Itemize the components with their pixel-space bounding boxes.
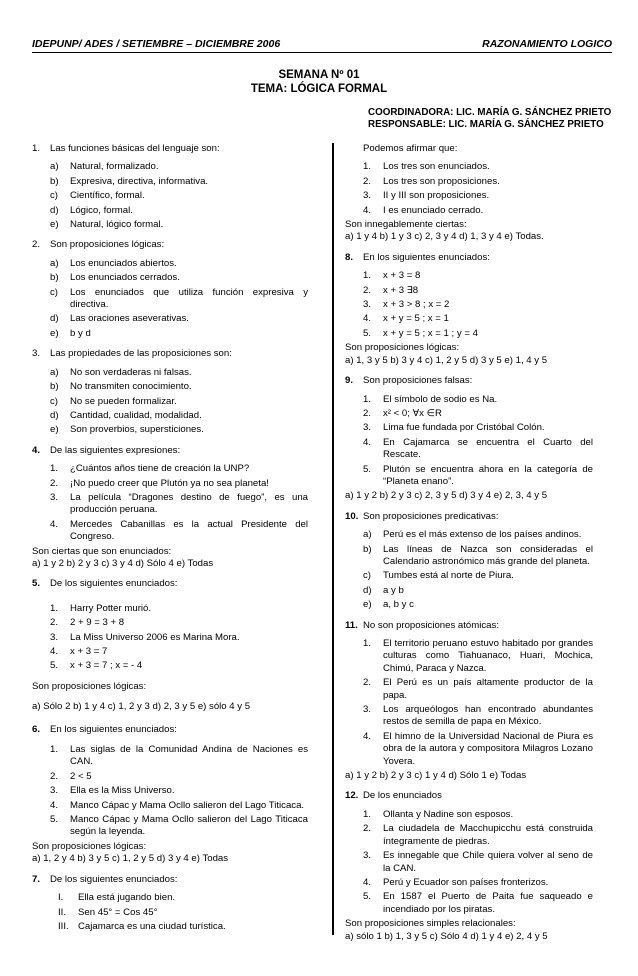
option-marker: b) (50, 272, 59, 284)
option-text: Expresiva, directiva, informativa. (70, 175, 209, 187)
option-item (363, 464, 593, 489)
option-item (363, 850, 593, 875)
option-item (363, 677, 593, 702)
option-item (50, 617, 308, 629)
option-text: a, b y c (383, 599, 414, 611)
option-text: Manco Cápac y Mama Ocllo salieron del Lago Titicaca. (70, 799, 305, 811)
option-text: x + 3 > 8 ; x = 2 (383, 299, 450, 311)
question-6 (32, 724, 308, 736)
option-text: No son verdaderas ni falsas. (70, 366, 192, 378)
option-item (363, 270, 593, 282)
option-item (50, 367, 308, 379)
option-marker: d) (50, 313, 59, 325)
option-marker: d) (363, 584, 372, 596)
option-item (50, 660, 308, 672)
option-marker: 5. (363, 891, 372, 903)
option-item (50, 744, 308, 769)
option-marker: I. (58, 892, 64, 904)
option-text: El Perú es un país altamente productor de la papa. (383, 677, 593, 701)
option-text: ¿Cuántos años tiene de creación la UNP? (70, 463, 250, 475)
option-list (50, 744, 308, 839)
option-marker: a) (363, 529, 372, 541)
option-item (50, 410, 308, 422)
answer-choices: a) 1, 3 y 5 b) 3 y 4 c) 1, 2 y 5 d) 3 y 5 e) 1, 4 y 5 (345, 354, 548, 366)
option-text: En Cajamarca se encuentra el Cuarto del Rescate. (383, 436, 593, 461)
option-marker: b) (363, 543, 372, 555)
option-item (50, 800, 308, 812)
option-text: La Miss Universo 2006 es Marina Mora. (70, 631, 240, 643)
option-item (363, 299, 593, 311)
question-number: 1. (32, 143, 41, 154)
option-text: En 1587 el Puerto de Paita fue saqueado e incendiado por los piratas. (383, 891, 593, 915)
option-item (50, 424, 308, 436)
option-text: x + y = 5 ; x = 1 (383, 313, 449, 325)
option-marker: 1. (50, 744, 59, 756)
option-text: Las siglas de la Comunidad Andina de Naciones es CAN. (70, 744, 308, 768)
question-7 (32, 874, 308, 886)
option-text: Los enunciados abiertos. (70, 257, 177, 269)
option-marker: 3. (363, 190, 372, 202)
option-marker: 1. (363, 808, 372, 820)
option-text: Los tres son proposiciones. (383, 175, 500, 187)
option-item (363, 891, 593, 916)
option-marker: d) (50, 409, 59, 421)
option-marker: 4. (363, 436, 372, 448)
option-text: x + 3 ∃8 (383, 284, 419, 296)
option-item (50, 190, 308, 202)
option-item (50, 519, 308, 544)
tema-title: TEMA: LÓGICA FORMAL (250, 83, 388, 95)
option-item (363, 704, 593, 729)
option-marker: e) (50, 424, 59, 436)
option-list (363, 529, 593, 611)
option-text: La ciudadela de Macchupicchu está construida íntegramente de piedras. (383, 823, 593, 847)
sub-prompt: Son proposiciones simples relacionales: (345, 918, 516, 930)
right-column (345, 143, 593, 943)
option-text: Son proverbios, supersticiones. (70, 424, 204, 436)
option-list (363, 270, 593, 340)
option-marker: b) (50, 381, 59, 393)
option-item (50, 161, 308, 173)
option-item (363, 585, 593, 597)
option-text: Natural, formalizado. (70, 161, 159, 173)
question-text: Son proposiciones predicativas: (363, 510, 499, 522)
option-marker: 4. (363, 204, 372, 216)
option-marker: 2. (363, 823, 372, 835)
option-text: Natural, lógico formal. (70, 219, 164, 231)
header-course: IDEPUNP/ ADES / SETIEMBRE – DICIEMBRE 2006 (32, 38, 281, 50)
option-item (50, 176, 308, 188)
option-item (363, 529, 593, 541)
option-item (50, 603, 308, 615)
option-marker: 1. (363, 393, 372, 405)
option-marker: 1. (50, 602, 59, 614)
option-item (50, 463, 308, 475)
option-marker: 3. (363, 299, 372, 311)
option-item (58, 907, 308, 919)
option-marker: III. (58, 920, 69, 932)
option-item (363, 544, 593, 569)
question-10 (345, 511, 593, 523)
option-text: Plutón se encuentra ahora en la categoría de “Planeta enano”. (383, 463, 593, 487)
option-list (50, 258, 308, 340)
option-marker: 1. (50, 463, 59, 475)
option-item (363, 731, 593, 768)
option-item (50, 785, 308, 797)
left-column (32, 143, 308, 935)
option-list (58, 892, 308, 933)
question-text: En los siguientes enunciados: (363, 251, 490, 263)
option-item (363, 809, 593, 821)
question-text: De los siguientes enunciados: (50, 873, 178, 885)
option-item (50, 381, 308, 393)
option-marker: 2. (50, 477, 59, 489)
sub-prompt: Son proposiciones lógicas: (32, 840, 147, 852)
option-item (50, 492, 308, 517)
option-marker: 3. (363, 850, 372, 862)
question-text: Las propiedades de las proposiciones son: (50, 348, 232, 360)
question-number: 8. (345, 251, 354, 263)
option-text: El símbolo de sodio es Na. (383, 393, 498, 405)
semana-title: SEMANA Nº 01 (278, 69, 360, 81)
option-marker: 1. (363, 161, 372, 173)
option-item (50, 396, 308, 408)
question-text: Las funciones básicas del lenguaje son: (50, 143, 220, 154)
option-text: x² < 0; ∀x ∈R (383, 407, 442, 419)
option-marker: e) (363, 599, 372, 611)
option-marker: b) (50, 175, 59, 187)
option-text: 2 + 9 = 3 + 8 (70, 617, 125, 629)
option-text: Cantidad, cualidad, modalidad. (70, 409, 202, 421)
option-marker: 5. (50, 814, 59, 826)
question-11 (345, 620, 593, 632)
option-text: x + 3 = 8 (383, 270, 421, 282)
question-number: 11. (345, 619, 358, 631)
option-text: I es enunciado cerrado. (383, 204, 484, 216)
option-text: La película “Dragones destino de fuego”, es una producción peruana. (70, 491, 308, 516)
question-number: 10. (345, 510, 359, 522)
option-text: Sen 45° = Cos 45° (78, 906, 158, 918)
option-list (50, 463, 308, 543)
option-marker: 3. (363, 422, 372, 434)
option-item (363, 285, 593, 297)
option-list (363, 638, 593, 768)
sub-prompt: Son proposiciones lógicas: (32, 680, 147, 692)
option-text: Tumbes está al norte de Piura. (383, 570, 514, 582)
option-item (50, 814, 308, 839)
option-text: ¡No puedo creer que Plutón ya no sea planeta! (70, 477, 269, 489)
question-number: 9. (345, 375, 354, 387)
option-item (363, 570, 593, 582)
question-8 (345, 252, 593, 264)
question-text: Son proposiciones falsas: (363, 375, 473, 387)
option-item (50, 205, 308, 217)
option-text: x + 3 = 7 ; x = - 4 (70, 660, 143, 672)
question-1 (32, 143, 308, 155)
option-item (50, 287, 308, 312)
option-marker: 4. (363, 876, 372, 888)
option-text: Las oraciones aseverativas. (70, 313, 189, 325)
option-marker: 2. (363, 284, 372, 296)
option-item (363, 161, 593, 173)
option-marker: 5. (50, 660, 59, 672)
option-text: Las líneas de Nazca son consideradas el Calendario astronómico más grande del planeta. (383, 543, 593, 567)
option-item (363, 877, 593, 889)
option-text: Manco Cápac y Mama Ocllo salieron del Lago Titicaca según la leyenda. (70, 814, 308, 838)
column-divider (332, 143, 334, 935)
option-item (363, 328, 593, 340)
option-text: x + 3 = 7 (70, 646, 108, 657)
option-text: Científico, formal. (70, 190, 145, 202)
option-marker: e) (50, 219, 59, 231)
option-text: II y III son proposiciones. (383, 190, 490, 202)
question-text: Son proposiciones lógicas: (50, 239, 165, 251)
option-text: Ollanta y Nadine son esposos. (383, 808, 514, 820)
option-text: Los enunciados cerrados. (70, 272, 180, 284)
option-item (363, 599, 593, 611)
option-text: Es innegable que Chile quiera volver al seno de la CAN. (383, 850, 593, 874)
option-item (363, 408, 593, 420)
option-item (50, 632, 308, 644)
sub-prompt: Son proposiciones lógicas: (345, 342, 460, 354)
responsable: RESPONSABLE: LIC. MARÍA G. SÁNCHEZ PRIETO (368, 119, 604, 130)
answer-choices: a) Sólo 2 b) 1 y 4 c) 1, 2 y 3 d) 2, 3 y 5 e) sólo 4 y 5 (32, 701, 251, 713)
option-marker: 4. (363, 313, 372, 325)
answer-choices: a) 1 y 2 b) 2 y 3 c) 3 y 4 d) Sólo 4 e) Todas (32, 557, 214, 569)
option-item (363, 437, 593, 462)
option-text: No se pueden formalizar. (70, 395, 177, 407)
option-marker: 2. (363, 677, 372, 689)
option-text: Cajamarca es una ciudad turística. (78, 920, 226, 932)
option-text: 2 < 5 (70, 770, 92, 782)
question-9 (345, 375, 593, 387)
question-text: No son proposiciones atómicas: (363, 619, 499, 631)
option-item (363, 638, 593, 675)
question-2 (32, 239, 308, 251)
option-marker: 4. (50, 799, 59, 811)
option-text: Perú es el más extenso de los países andinos. (383, 529, 582, 541)
option-marker: 2. (50, 617, 59, 629)
option-text: El himno de la Universidad Nacional de Piura es obra de la autora y compositora Milagros Lozano Yovera. (383, 730, 593, 767)
option-list (50, 603, 308, 673)
sub-prompt: Son innegablemente ciertas: (345, 219, 467, 231)
question-3 (32, 348, 308, 360)
option-marker: 4. (363, 730, 372, 742)
answer-choices: a) sólo 1 b) 1, 3 y 5 c) Sólo 4 d) 1 y 4 e) 2, 4 y 5 (345, 930, 548, 942)
question-number: 6. (32, 723, 41, 735)
option-list (363, 809, 593, 916)
option-marker: 2. (50, 770, 59, 782)
option-text: Harry Potter murió. (70, 602, 152, 614)
option-list (50, 161, 308, 231)
option-item (50, 771, 308, 783)
option-item (363, 176, 593, 188)
option-item (50, 478, 308, 490)
question-4 (32, 445, 308, 457)
option-item (50, 219, 308, 231)
option-marker: 4. (50, 646, 59, 657)
option-marker: a) (50, 257, 59, 269)
option-item (363, 190, 593, 202)
option-text: b y d (70, 327, 91, 339)
option-text: Ella es la Miss Universo. (70, 785, 175, 797)
question-number: 3. (32, 348, 41, 360)
option-text: Los enunciados que utiliza función expresiva y directiva. (70, 286, 308, 311)
option-marker: a) (50, 161, 59, 173)
option-marker: a) (50, 366, 59, 378)
option-item (50, 313, 308, 325)
option-marker: 2. (363, 407, 372, 419)
question-5 (32, 578, 308, 590)
option-text: x + y = 5 ; x = 1 ; y = 4 (383, 327, 478, 339)
answer-choices: a) 1 y 4 b) 1 y 3 c) 2, 3 y 4 d) 1, 3 y 4 e) Todas. (345, 231, 544, 243)
sub-prompt: Son ciertas que son enunciados: (32, 545, 172, 557)
option-text: Los tres son enunciados. (383, 161, 490, 173)
question-text: De los siguientes enunciados: (50, 578, 178, 590)
option-list (363, 394, 593, 489)
option-marker: 3. (50, 491, 59, 503)
question-text: De las siguientes expresiones: (50, 444, 181, 456)
answer-choices: a) 1 y 2 b) 2 y 3 c) 2, 3 y 5 d) 3 y 4 e) 2, 3, 4 y 5 (345, 490, 548, 502)
option-marker: c) (363, 570, 371, 582)
option-marker: 3. (50, 631, 59, 643)
question-number: 7. (32, 873, 41, 885)
option-marker: II. (58, 906, 66, 918)
option-marker: 3. (50, 785, 59, 797)
question-7-continuation: Podemos afirmar que: (363, 143, 458, 154)
question-text: De los enunciados (363, 790, 442, 802)
option-text: No transmiten conocimiento. (70, 381, 192, 393)
option-marker: 5. (363, 327, 372, 339)
option-text: Los arqueólogos han encontrado abundantes restos de semilla de papa en México. (383, 704, 593, 728)
option-list (363, 161, 593, 217)
option-text: Lima fue fundada por Cristóbal Colón. (383, 422, 545, 434)
option-marker: d) (50, 204, 59, 216)
option-marker: c) (50, 395, 58, 407)
option-marker: e) (50, 327, 59, 339)
page-header (32, 38, 612, 53)
option-text: Ella está jugando bien. (78, 892, 176, 904)
header-subject: RAZONAMIENTO LOGICO (482, 38, 612, 50)
option-marker: 5. (363, 463, 372, 475)
option-marker: 3. (363, 704, 372, 716)
option-text: a y b (383, 584, 404, 596)
option-item (50, 258, 308, 270)
option-marker: 2. (363, 175, 372, 187)
option-item (58, 892, 308, 904)
option-text: Lógico, formal. (70, 204, 133, 216)
option-item (363, 313, 593, 325)
option-item (363, 823, 593, 848)
coordinadora: COORDINADORA: LIC. MARÍA G. SÁNCHEZ PRIETO (368, 107, 612, 118)
question-number: 4. (32, 444, 41, 456)
answer-choices: a) 1 y 2 b) 2 y 3 c) 1 y 4 d) Sólo 1 e) Todas (345, 770, 527, 782)
option-list (50, 367, 308, 437)
option-item (363, 205, 593, 217)
option-item (363, 394, 593, 406)
option-marker: 1. (363, 270, 372, 282)
answer-choices: a) 1, 2 y 4 b) 3 y 5 c) 1, 2 y 5 d) 3 y 4 e) Todas (32, 853, 229, 865)
option-text: El territorio peruano estuvo habitado por grandes culturas como Tiahuanaco, Huari, Mochica, Chimú, Paraca y Nazca. (383, 638, 593, 674)
option-item (50, 272, 308, 284)
option-text: Perú y Ecuador son países fronterizos. (383, 876, 549, 888)
question-text: En los siguientes enunciados: (50, 723, 177, 735)
question-number: 2. (32, 239, 41, 251)
question-number: 12. (345, 790, 359, 802)
option-text: Mercedes Cabanillas es la actual Presidente del Congreso. (70, 518, 308, 543)
option-marker: 1. (363, 638, 372, 649)
option-item (363, 422, 593, 434)
question-number: 5. (32, 578, 41, 590)
option-marker: c) (50, 190, 58, 202)
option-item (50, 646, 308, 658)
option-marker: c) (50, 286, 58, 298)
question-12 (345, 790, 593, 802)
option-marker: 4. (50, 518, 59, 530)
option-item (58, 921, 308, 933)
option-item (50, 328, 308, 340)
